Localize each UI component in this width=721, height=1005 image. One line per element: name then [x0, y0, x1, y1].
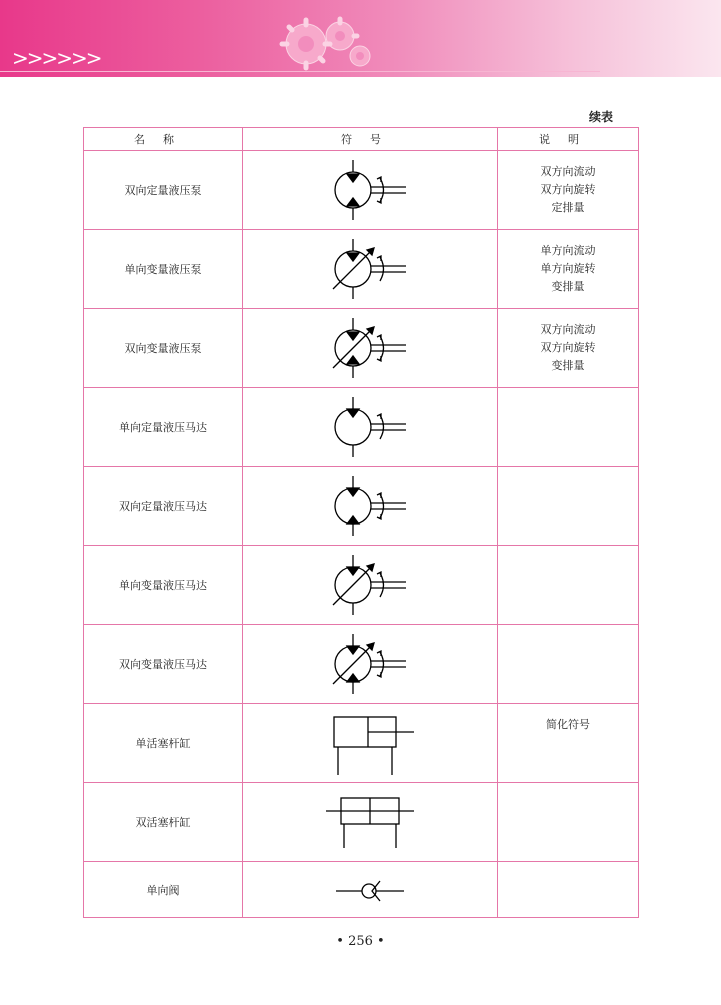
unidirectional-variable-pump-symbol-icon	[320, 237, 420, 301]
table-row	[84, 862, 639, 918]
table-row	[84, 625, 639, 704]
bidirectional-fixed-pump-symbol-icon	[320, 158, 420, 222]
column-header-symbol: 符号	[243, 128, 498, 151]
row-name: 双向定量液压马达	[84, 467, 243, 546]
note-line: 定排量	[551, 201, 585, 214]
note-line: 变排量	[551, 280, 585, 293]
note-line: 双方向流动	[540, 323, 596, 336]
bidirectional-variable-motor-symbol-icon	[320, 632, 420, 696]
row-note	[498, 388, 639, 467]
row-note	[498, 546, 639, 625]
note-line: 简化符号	[546, 718, 590, 731]
note-line: 双方向旋转	[540, 183, 596, 196]
row-note	[498, 704, 639, 783]
note-line: 双方向流动	[540, 165, 596, 178]
row-name: 双活塞杆缸	[84, 783, 243, 862]
header-banner	[0, 0, 721, 77]
row-name: 单向阀	[84, 862, 243, 918]
continued-label: 续表	[589, 110, 614, 124]
row-name: 单向变量液压泵	[84, 230, 243, 309]
column-header-description: 说明	[498, 128, 639, 151]
symbol-cell	[243, 862, 498, 918]
table-row	[84, 151, 639, 230]
symbol-cell	[243, 704, 498, 783]
row-note	[498, 230, 639, 309]
double-rod-cylinder-symbol-icon	[320, 790, 420, 854]
chevrons-icon: >>>>>>	[12, 46, 101, 70]
banner-rule	[0, 71, 600, 72]
symbol-table	[83, 127, 639, 918]
row-name: 双向变量液压马达	[84, 625, 243, 704]
symbol-cell	[243, 546, 498, 625]
note-line: 双方向旋转	[540, 341, 596, 354]
symbol-cell	[243, 467, 498, 546]
table-row	[84, 783, 639, 862]
symbol-cell	[243, 388, 498, 467]
table-row	[84, 546, 639, 625]
table-row	[84, 704, 639, 783]
row-note	[498, 625, 639, 704]
symbol-cell	[243, 309, 498, 388]
row-note	[498, 467, 639, 546]
row-name: 双向定量液压泵	[84, 151, 243, 230]
table-row	[84, 230, 639, 309]
note-line: 单方向流动	[540, 244, 596, 257]
symbol-cell	[243, 151, 498, 230]
note-line: 变排量	[551, 359, 585, 372]
row-note	[498, 862, 639, 918]
symbol-cell	[243, 783, 498, 862]
row-name: 单向定量液压马达	[84, 388, 243, 467]
unidirectional-fixed-motor-symbol-icon	[320, 395, 420, 459]
bidirectional-fixed-motor-symbol-icon	[320, 474, 420, 538]
note-line: 单方向旋转	[540, 262, 596, 275]
single-rod-cylinder-symbol-icon	[320, 711, 420, 775]
row-note	[498, 151, 639, 230]
page-number: • 256 •	[336, 934, 385, 949]
row-name: 单活塞杆缸	[84, 704, 243, 783]
check-valve-symbol-icon	[320, 874, 420, 906]
column-header-name: 名称	[84, 128, 243, 151]
gears-icon	[268, 10, 378, 74]
row-note	[498, 783, 639, 862]
table-row	[84, 309, 639, 388]
row-name: 单向变量液压马达	[84, 546, 243, 625]
unidirectional-variable-motor-symbol-icon	[320, 553, 420, 617]
row-name: 双向变量液压泵	[84, 309, 243, 388]
symbol-cell	[243, 230, 498, 309]
bidirectional-variable-pump-symbol-icon	[320, 316, 420, 380]
table-row	[84, 467, 639, 546]
row-note	[498, 309, 639, 388]
table-row	[84, 388, 639, 467]
symbol-cell	[243, 625, 498, 704]
